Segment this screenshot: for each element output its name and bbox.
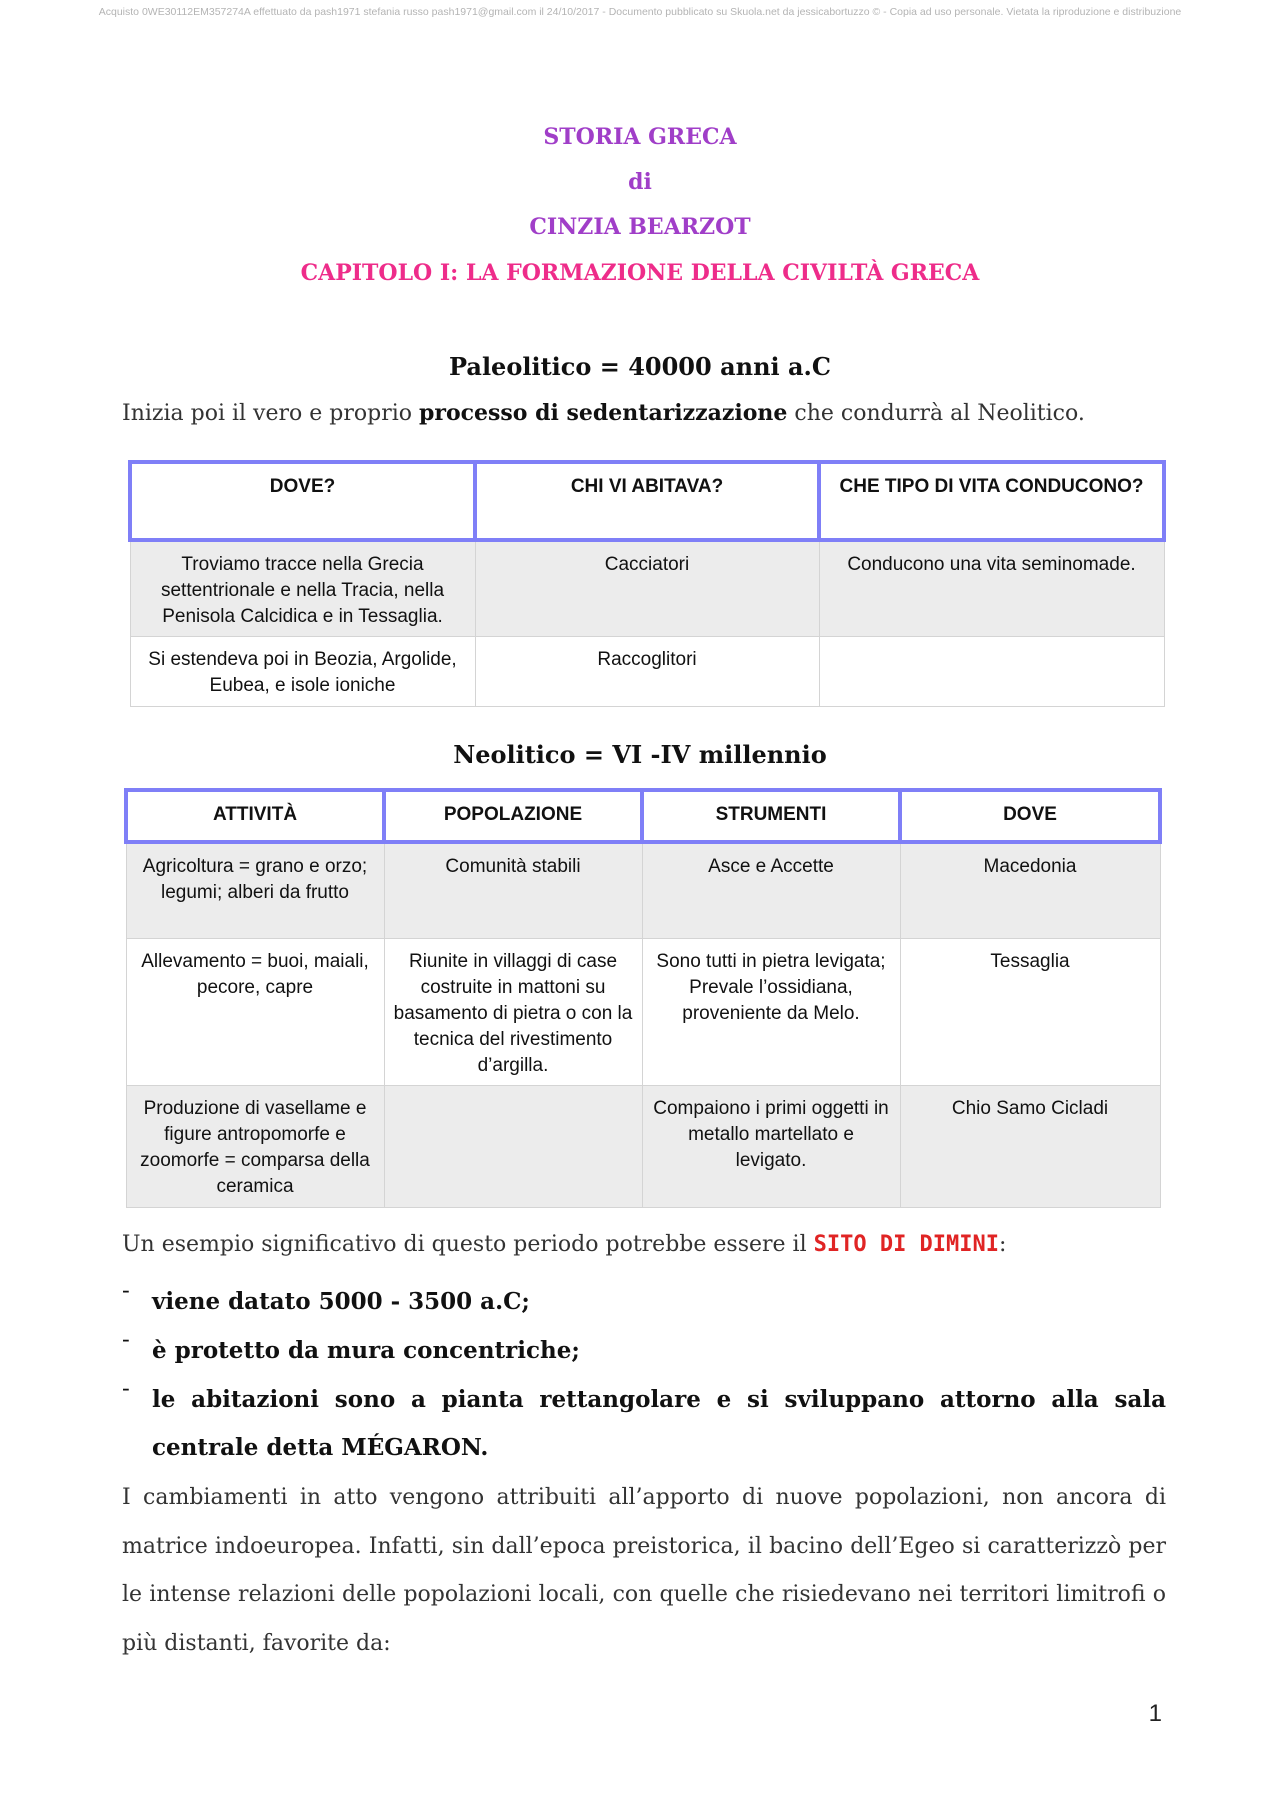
table-cell: Conducono una vita seminomade. (819, 540, 1164, 637)
table-cell: Macedonia (900, 842, 1160, 938)
table-cell: Produzione di vasellame e figure antropomorfe e zoomorfe = comparsa della ceramica (126, 1085, 384, 1207)
table-row (126, 842, 1160, 938)
neolitico-heading: Neolitico = VI -IV millennio (453, 740, 827, 769)
table-cell: Riunite in villaggi di case costruite in mattoni su basamento di pietra o con la tecnica del rivestimento d’argilla. (384, 938, 642, 1085)
header-dove: DOVE (900, 790, 1160, 842)
page-number: 1 (1148, 1700, 1162, 1727)
bullet-text: viene datato 5000 - 3500 a.C; (152, 1288, 530, 1315)
list-item (122, 1278, 1166, 1326)
table-row (130, 637, 1164, 707)
list-item (122, 1376, 1166, 1472)
table-cell (819, 637, 1164, 707)
paleolitico-intro (122, 400, 1162, 426)
paleolitico-heading: Paleolitico = 40000 anni a.C (448, 352, 831, 381)
table-row (126, 938, 1160, 1085)
table-cell (384, 1085, 642, 1207)
header-chi-vi-abitava: CHI VI ABITAVA? (475, 462, 819, 540)
table-cell: Asce e Accette (642, 842, 900, 938)
dimini-intro (122, 1232, 1162, 1257)
table-cell: Chio Samo Cicladi (900, 1085, 1160, 1207)
table-cell: Raccoglitori (475, 637, 819, 707)
author-name: CINZIA BEARZOT (529, 214, 751, 240)
bullet-text: è protetto da mura concentriche; (152, 1337, 580, 1364)
table-cell: Allevamento = buoi, maiali, pecore, capre (126, 938, 384, 1085)
table-row (130, 540, 1164, 637)
table-cell: Compaiono i primi oggetti in metallo martellato e levigato. (642, 1085, 900, 1207)
table-cell: Agricoltura = grano e orzo; legumi; alberi da frutto (126, 842, 384, 938)
header-strumenti: STRUMENTI (642, 790, 900, 842)
neolitico-table (124, 788, 1162, 1208)
bullet-marker: - (122, 1327, 130, 1353)
chapter-title: CAPITOLO I: LA FORMAZIONE DELLA CIVILTÀ GRECA (300, 260, 980, 286)
document-title: STORIA GRECA (543, 124, 737, 150)
table-header-row (130, 462, 1164, 540)
title-di: di (628, 169, 652, 195)
closing-paragraph: I cambiamenti in atto vengono attribuiti all’apporto di nuove popolazioni, non ancora di matrice indoeuropea. Infatti, sin dall’epoca preistorica, il bacino dell’Egeo si caratterizzò per le intense relazioni delle popolazioni locali, con quelle che risiedevano nei territori limitrofi o più distanti, favorite da: (122, 1485, 1166, 1656)
list-item (122, 1327, 1166, 1375)
table-cell: Cacciatori (475, 540, 819, 637)
table-cell: Comunità stabili (384, 842, 642, 938)
bullet-marker: - (122, 1376, 130, 1402)
table-row (126, 1085, 1160, 1207)
bullet-text: le abitazioni sono a pianta rettangolare e si sviluppano attorno alla sala centrale detta MÉGARON. (152, 1386, 1166, 1461)
header-dove: DOVE? (130, 462, 475, 540)
watermark: Acquisto 0WE30112EM357274A effettuato da pash1971 stefania russo pash1971@gmail.com il 24/10/2017 - Documento pubblicato su Skuola.net da jessicabortuzzo © - Copia ad uso personale. Vietata la riproduzione e distribuzione (98, 6, 1182, 18)
intro-text-pre: Inizia poi il vero e proprio (122, 401, 419, 426)
header-tipo-di-vita: CHE TIPO DI VITA CONDUCONO? (819, 462, 1164, 540)
table-cell: Sono tutti in pietra levigata; Prevale l’ossidiana, proveniente da Melo. (642, 938, 900, 1085)
sito-di-dimini-highlight: SITO DI DIMINI (813, 1232, 1000, 1257)
table-cell: Troviamo tracce nella Grecia settentrionale e nella Tracia, nella Penisola Calcidica e in Tessaglia. (130, 540, 475, 637)
header-popolazione: POPOLAZIONE (384, 790, 642, 842)
table-header-row (126, 790, 1160, 842)
table-cell: Tessaglia (900, 938, 1160, 1085)
intro-text-bold: processo di sedentarizzazione (419, 400, 788, 426)
header-attivita: ATTIVITÀ (126, 790, 384, 842)
paleolitico-table (128, 460, 1166, 707)
dimini-intro-pre: Un esempio significativo di questo periodo potrebbe essere il (122, 1232, 814, 1257)
dimini-intro-post: : (999, 1232, 1007, 1257)
bullet-marker: - (122, 1278, 130, 1304)
intro-text-post: che condurrà al Neolitico. (787, 401, 1085, 426)
table-cell: Si estendeva poi in Beozia, Argolide, Eubea, e isole ioniche (130, 637, 475, 707)
